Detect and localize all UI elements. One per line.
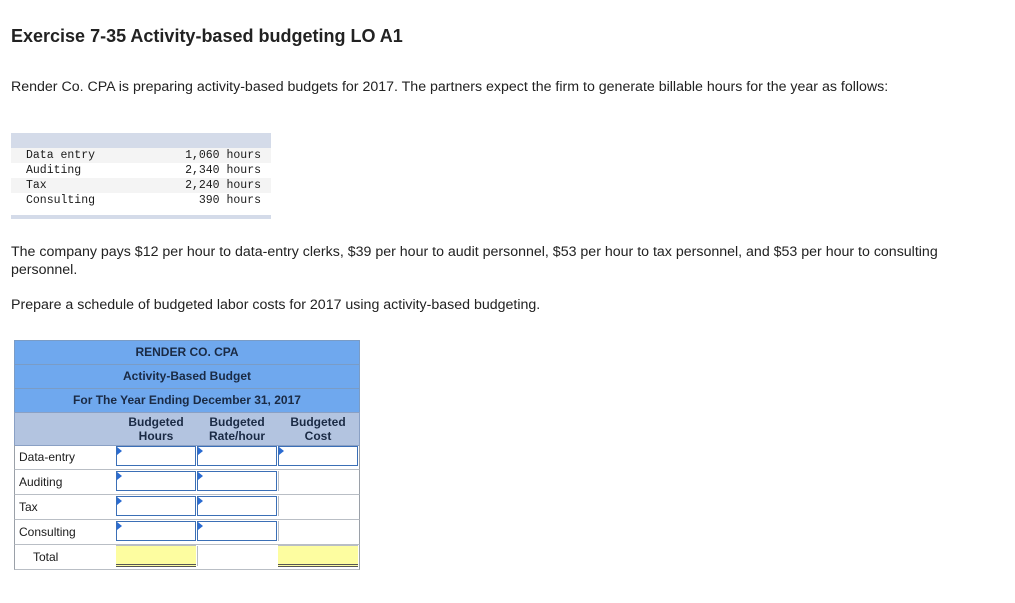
column-header-line: Rate/hour	[208, 429, 265, 443]
page-title: Exercise 7-35 Activity-based budgeting LO A1	[11, 26, 403, 46]
row-label: Consulting	[19, 525, 76, 539]
column-header-line: Cost	[304, 429, 332, 443]
hours-value: 1,060 hours	[185, 149, 261, 162]
data-entry-rate-input[interactable]	[197, 446, 277, 466]
column-header-cost	[278, 415, 358, 443]
input-marker-icon	[279, 447, 284, 455]
hours-value: 2,240 hours	[185, 179, 261, 192]
intro-paragraph: Render Co. CPA is preparing activity-based budgets for 2017. The partners expect the firm to generate billable hours for the year as follows:	[11, 79, 889, 95]
input-marker-icon	[117, 522, 122, 530]
budget-row-consulting	[14, 520, 360, 545]
row-label: Auditing	[19, 475, 63, 489]
auditing-rate-input[interactable]	[197, 471, 277, 491]
consulting-hours-input[interactable]	[116, 521, 196, 541]
hours-row-data-entry	[11, 148, 271, 163]
hours-row-consulting	[11, 193, 271, 208]
total-rate-cell	[197, 546, 277, 566]
hours-label: Auditing	[26, 164, 82, 177]
column-header-line: Hours	[138, 429, 174, 443]
input-marker-icon	[117, 447, 122, 455]
instruction-paragraph: Prepare a schedule of budgeted labor costs for 2017 using activity-based budgeting.	[11, 297, 541, 313]
auditing-cost-input[interactable]	[278, 471, 358, 491]
row-label: Data-entry	[19, 450, 76, 464]
input-marker-icon	[117, 472, 122, 480]
hours-row-tax	[11, 178, 271, 193]
budget-column-headers	[14, 412, 360, 446]
budget-row-tax	[14, 495, 360, 520]
row-label: Tax	[19, 500, 38, 514]
hours-table-top-bar	[11, 133, 271, 148]
auditing-hours-input[interactable]	[116, 471, 196, 491]
budget-row-auditing	[14, 470, 360, 495]
hours-row-auditing	[11, 163, 271, 178]
input-marker-icon	[198, 497, 203, 505]
input-marker-icon	[198, 522, 203, 530]
data-entry-hours-input[interactable]	[116, 446, 196, 466]
tax-cost-input[interactable]	[278, 496, 358, 516]
total-hours-input[interactable]	[116, 545, 196, 567]
budget-row-total	[14, 545, 360, 570]
consulting-cost-input[interactable]	[278, 521, 358, 541]
rates-paragraph: The company pays $12 per hour to data-entry clerks, $39 per hour to audit personnel, $53 per hour to tax personnel, and $53 per hour to consulting personnel.	[11, 244, 938, 278]
hours-value: 390 hours	[198, 194, 261, 207]
input-marker-icon	[198, 472, 203, 480]
total-cost-input[interactable]	[278, 545, 358, 567]
input-marker-icon	[198, 447, 203, 455]
column-header-hours	[116, 415, 196, 443]
column-header-line: Budgeted	[209, 415, 265, 429]
total-label: Total	[33, 550, 59, 564]
budget-row-data-entry	[14, 445, 360, 470]
tax-rate-input[interactable]	[197, 496, 277, 516]
column-header-rate	[197, 415, 277, 443]
tax-hours-input[interactable]	[116, 496, 196, 516]
hours-label: Data entry	[26, 149, 96, 162]
data-entry-cost-input[interactable]	[278, 446, 358, 466]
hours-label: Consulting	[26, 194, 96, 207]
input-marker-icon	[117, 497, 122, 505]
budget-company-header: RENDER CO. CPA	[14, 340, 360, 365]
hours-table-bottom-bar	[11, 215, 271, 219]
column-header-line: Budgeted	[290, 415, 346, 429]
hours-value: 2,340 hours	[185, 164, 261, 177]
consulting-rate-input[interactable]	[197, 521, 277, 541]
hours-label: Tax	[26, 179, 47, 192]
budget-report-header: Activity-Based Budget	[14, 364, 360, 389]
budget-period-header: For The Year Ending December 31, 2017	[14, 388, 360, 413]
column-header-line: Budgeted	[128, 415, 184, 429]
